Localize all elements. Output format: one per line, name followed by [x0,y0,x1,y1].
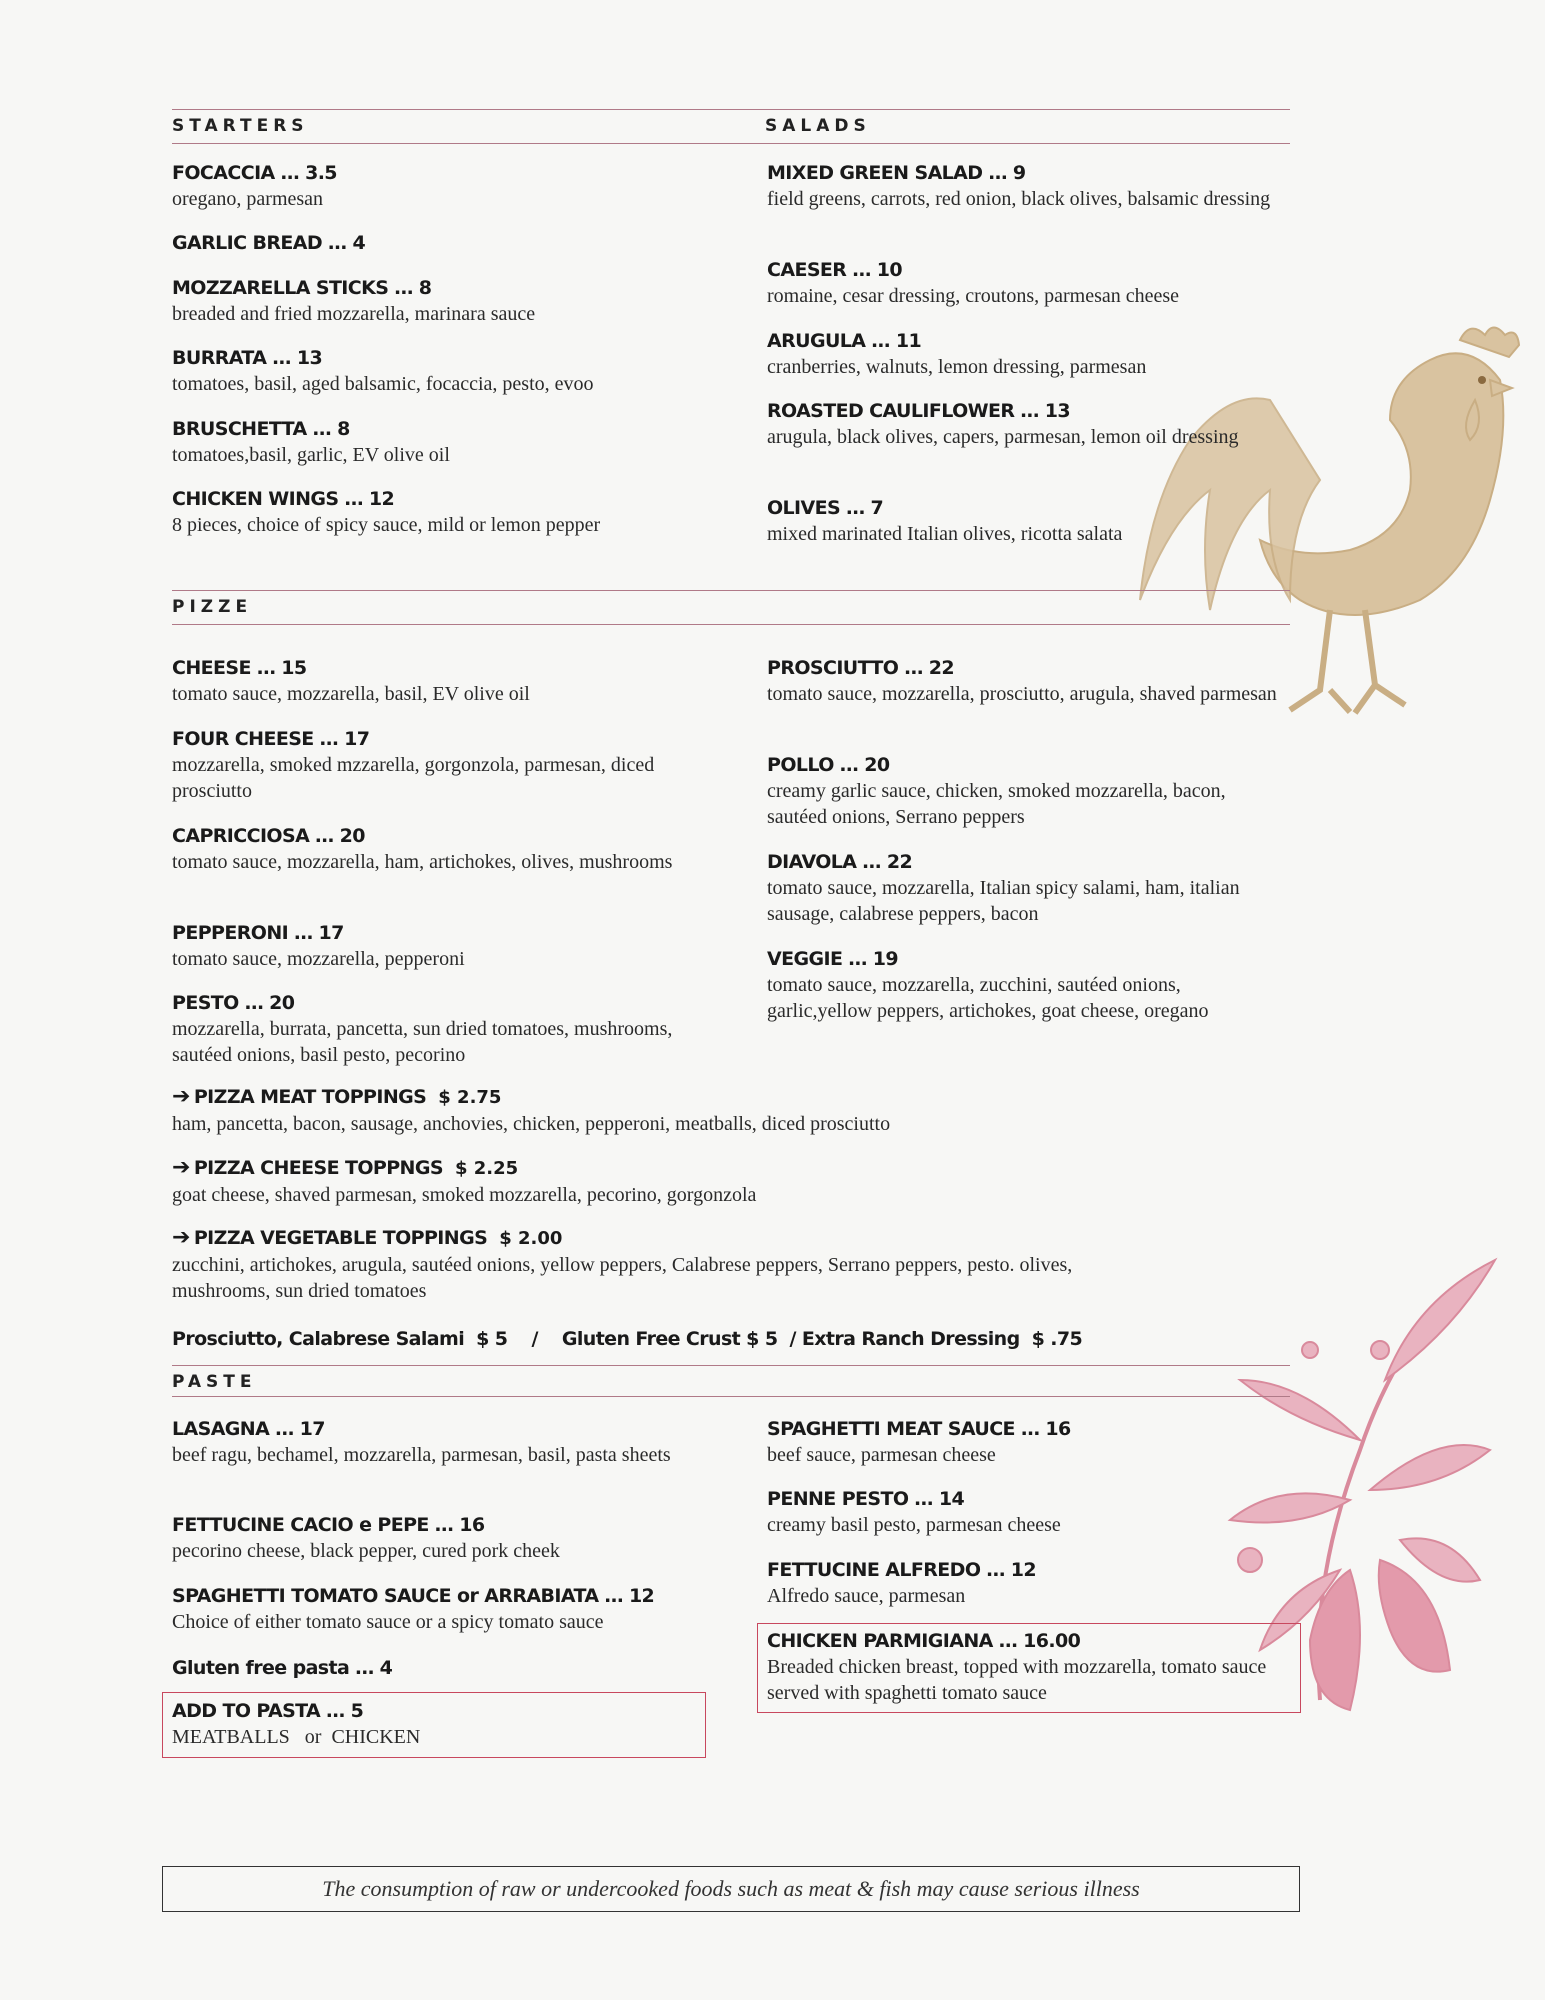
menu-item [767,752,1287,830]
menu-item [767,257,1287,309]
item-name: PENNE PESTO … 14 [767,1488,965,1510]
menu-item [172,823,692,875]
menu-item [767,495,1287,547]
topping-name: PIZZA VEGETABLE TOPPINGS [193,1227,488,1249]
item-desc: tomato sauce, mozzarella, Italian spicy salami, ham, italian sausage, calabrese peppers, bacon [767,877,1240,925]
chicken-parmigiana [767,1628,1287,1706]
topping-name-line [172,1155,1222,1182]
topping-group [172,1225,1152,1304]
item-desc: mixed marinated Italian olives, ricotta salata [767,523,1123,545]
item-desc: cranberries, walnuts, lemon dressing, parmesan [767,356,1147,378]
item-desc: breaded and fried mozzarella, marinara sauce [172,303,536,325]
menu-item [172,486,692,538]
item-name: ROASTED CAULIFLOWER … 13 [767,400,1071,422]
menu-item [767,328,1287,380]
item-name: PEPPERONI … 17 [172,922,344,944]
item-desc: tomato sauce, mozzarella, pepperoni [172,948,465,970]
item-name: CAPRICCIOSA … 20 [172,825,365,847]
menu-item [172,1416,692,1468]
item-name: CHEESE … 15 [172,657,307,679]
extras-line [172,1326,1222,1352]
item-desc: 8 pieces, choice of spicy sauce, mild or lemon pepper [172,514,601,536]
item-name: FETTUCINE CACIO e PEPE … 16 [172,1514,485,1536]
menu-item [767,946,1287,1024]
item-desc: creamy garlic sauce, chicken, smoked mozzarella, bacon, sautéed onions, Serrano peppers [767,780,1226,828]
section-starters: STARTERS [172,116,309,136]
topping-name: PIZZA MEAT TOPPINGS [193,1086,427,1108]
item-desc: mozzarella, burrata, pancetta, sun dried tomatoes, mushrooms, sautéed onions, basil pesto, pecorino [172,1018,673,1066]
section-salads: SALADS [765,116,871,136]
menu-item [172,1655,692,1681]
topping-price: $ 2.75 [438,1087,502,1108]
menu-item [172,345,692,397]
item-name: GARLIC BREAD … 4 [172,232,366,254]
pizze-top-rule [172,590,1290,591]
menu-item [767,1416,1287,1468]
menu-item [172,230,692,256]
item-name: ARUGULA … 11 [767,330,922,352]
topping-desc: zucchini, artichokes, arugula, sautéed onions, yellow peppers, Calabrese peppers, Serrano peppers, pesto. olives, mushrooms, sun dried tomatoes [172,1254,1073,1302]
item-desc: romaine, cesar dressing, croutons, parmesan cheese [767,285,1180,307]
item-name: VEGGIE … 19 [767,948,898,970]
pizze-bottom-rule [172,624,1290,625]
item-desc: pecorino cheese, black pepper, cured pork cheek [172,1540,560,1562]
topping-desc: goat cheese, shaved parmesan, smoked mozzarella, pecorino, gorgonzola [172,1184,757,1206]
item-name: FOUR CHEESE … 17 [172,728,370,750]
topping-name: PIZZA CHEESE TOPPNGS [193,1157,443,1179]
menu-item [767,1486,1287,1538]
item-desc: creamy basil pesto, parmesan cheese [767,1514,1061,1536]
paste-bottom-rule [172,1396,1290,1397]
item-desc: Breaded chicken breast, topped with mozzarella, tomato sauce served with spaghetti tomato sauce [767,1656,1267,1704]
menu-item [767,398,1287,450]
item-name: PESTO … 20 [172,992,295,1014]
item-desc: beef ragu, bechamel, mozzarella, parmesan, basil, pasta sheets [172,1444,671,1466]
menu-item [172,416,692,468]
menu-item [767,160,1287,212]
menu-item [172,1583,692,1635]
item-desc: arugula, black olives, capers, parmesan, lemon oil dressing [767,426,1239,448]
topping-name-line [172,1084,1222,1111]
item-name: MOZZARELLA STICKS … 8 [172,277,432,299]
arrow-right-icon: ➔ [172,1084,190,1109]
item-name: SPAGHETTI TOMATO SAUCE or ARRABIATA … 12 [172,1585,655,1607]
menu-item [172,1512,692,1564]
extras-text: Prosciutto, Calabrese Salami $ 5 / Gluten Free Crust $ 5 / Extra Ranch Dressing $ .75 [172,1328,1083,1350]
topping-group [172,1084,1222,1137]
menu-item [767,1557,1287,1609]
item-desc: tomato sauce, mozzarella, ham, artichokes, olives, mushrooms [172,851,673,873]
item-desc: mozzarella, smoked mzzarella, gorgonzola, parmesan, diced prosciutto [172,754,655,802]
topping-price: $ 2.25 [454,1158,519,1179]
item-desc: tomato sauce, mozzarella, basil, EV olive oil [172,683,530,705]
item-name: ADD TO PASTA … 5 [172,1700,364,1722]
menu-item [172,160,692,212]
menu-item [767,849,1287,927]
paste-top-rule [172,1365,1290,1366]
item-name: MIXED GREEN SALAD … 9 [767,162,1026,184]
topping-name-line [172,1225,1152,1252]
item-name: CHICKEN PARMIGIANA … 16.00 [767,1630,1081,1652]
item-desc: oregano, parmesan [172,188,324,210]
item-name: FOCACCIA … 3.5 [172,162,337,184]
item-desc: tomato sauce, mozzarella, prosciutto, arugula, shaved parmesan [767,683,1277,705]
menu-item [172,920,692,972]
item-name: FETTUCINE ALFREDO … 12 [767,1559,1037,1581]
item-name: OLIVES … 7 [767,497,884,519]
item-name: Gluten free pasta … 4 [172,1657,393,1679]
item-name: PROSCIUTTO … 22 [767,657,955,679]
item-desc: tomatoes,basil, garlic, EV olive oil [172,444,450,466]
item-name: DIAVOLA … 22 [767,851,913,873]
topping-price: $ 2.00 [499,1228,563,1249]
item-desc: tomato sauce, mozzarella, zucchini, sautéed onions, garlic,yellow peppers, artichokes, goat cheese, oregano [767,974,1209,1022]
starters-top-rule [172,109,1290,110]
arrow-right-icon: ➔ [172,1225,190,1250]
item-name: BURRATA … 13 [172,347,323,369]
menu-item [172,655,692,707]
topping-group [172,1155,1222,1208]
add-to-pasta [172,1698,692,1750]
starters-bottom-rule [172,143,1290,144]
item-name: BRUSCHETTA … 8 [172,418,350,440]
menu-item [172,726,692,804]
menu-item [172,990,692,1068]
section-paste: PASTE [172,1372,257,1392]
item-desc: Choice of either tomato sauce or a spicy tomato sauce [172,1611,604,1633]
food-safety-notice: The consumption of raw or undercooked foods such as meat & fish may cause serious illness [162,1866,1300,1912]
item-name: LASAGNA … 17 [172,1418,325,1440]
item-desc: beef sauce, parmesan cheese [767,1444,996,1466]
item-desc: Alfredo sauce, parmesan [767,1585,966,1607]
item-desc: MEATBALLS or CHICKEN [172,1726,421,1748]
item-name: SPAGHETTI MEAT SAUCE … 16 [767,1418,1071,1440]
menu-item [767,655,1287,707]
item-desc: field greens, carrots, red onion, black olives, balsamic dressing [767,188,1271,210]
topping-desc: ham, pancetta, bacon, sausage, anchovies, chicken, pepperoni, meatballs, diced prosciutto [172,1113,891,1135]
item-name: CHICKEN WINGS … 12 [172,488,395,510]
item-name: CAESER … 10 [767,259,902,281]
item-desc: tomatoes, basil, aged balsamic, focaccia, pesto, evoo [172,373,594,395]
arrow-right-icon: ➔ [172,1155,190,1180]
item-name: POLLO … 20 [767,754,890,776]
section-pizze: PIZZE [172,597,253,617]
menu-item [172,275,692,327]
